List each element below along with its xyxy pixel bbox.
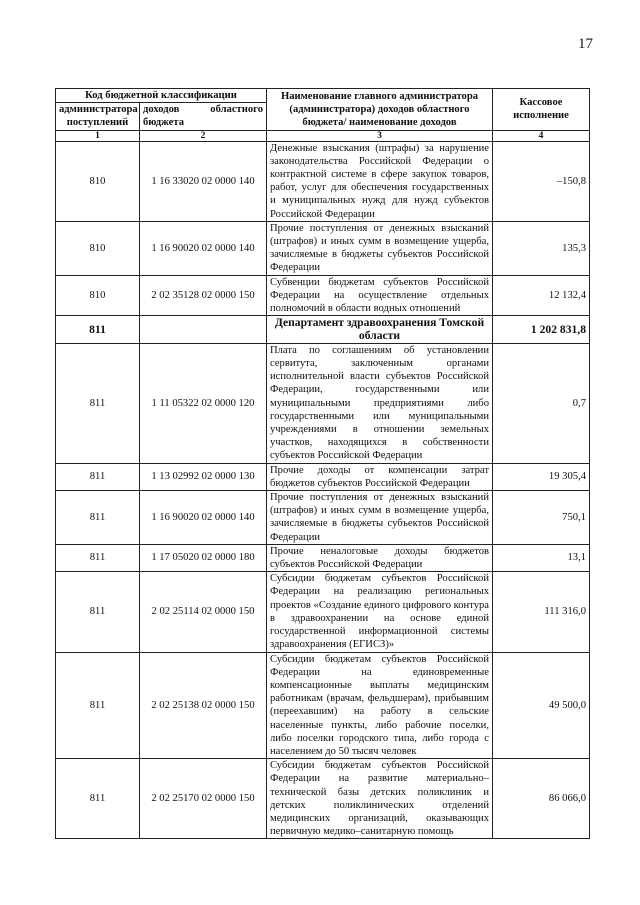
cash-amount: 12 132,4 [493,275,590,316]
column-number: 2 [140,130,267,141]
cash-amount: 86 066,0 [493,759,590,839]
admin-code: 811 [56,463,140,490]
header-income-budget [140,103,267,130]
admin-code: 811 [56,316,140,343]
cash-amount: 0,7 [493,343,590,463]
cash-amount: 19 305,4 [493,463,590,490]
income-name: Денежные взыскания (штрафы) за нарушение законодательства Российской Федерации о контрактной системе в сфере закупок товаров, работ, услуг для обеспечения государственных и муниципальных нужд для нужд субъектов Российской Федерации [267,141,493,221]
cash-amount: 49 500,0 [493,652,590,759]
cash-amount: 1 202 831,8 [493,316,590,343]
header-income-c: бюджета [143,117,185,129]
cash-amount: –150,8 [493,141,590,221]
income-name: Субсидии бюджетам субъектов Российской Федерации на развитие материально–технической базы детских поликлиник и детских поликлинических отделений медицинских организаций, оказывающих первичную медико–санитарную помощь [267,759,493,839]
income-name: Субвенции бюджетам субъектов Российской Федерации на осуществление отдельных полномочий в области водных отношений [267,275,493,316]
table-row [56,491,590,545]
admin-code: 811 [56,544,140,571]
income-name: Прочие доходы от компенсации затрат бюджетов субъектов Российской Федерации [267,463,493,490]
budget-code: 2 02 35128 02 0000 150 [140,275,267,316]
budget-code [140,316,267,343]
cash-amount: 13,1 [493,544,590,571]
admin-code: 810 [56,221,140,275]
budget-code: 2 02 25170 02 0000 150 [140,759,267,839]
admin-code: 811 [56,759,140,839]
table-row [56,463,590,490]
income-name: Прочие поступления от денежных взысканий (штрафов) и иных сумм в возмещение ущерба, зачисляемые в бюджеты субъектов Российской Федерации [267,491,493,545]
header-name: Наименование главного администратора (администратора) доходов областного бюджета/ наименование доходов [267,89,493,131]
admin-code: 810 [56,141,140,221]
income-name: Субсидии бюджетам субъектов Российской Федерации на реализацию региональных проектов «Создание единого цифрового контура в здравоохранении на основе единой государственной информационной системы здравоохранения (ЕГИСЗ)» [267,572,493,652]
admin-code: 811 [56,652,140,759]
table-row [56,544,590,571]
income-name: Плата по соглашениям об установлении сервитута, заключенным органами исполнительной власти субъектов Российской Федерации, государственными или муниципальными предприятиями либо государственными или муниципальными учреждениями в отношении земельных участков, находящихся в собственности субъектов Российской Федерации [267,343,493,463]
budget-code: 1 16 33020 02 0000 140 [140,141,267,221]
department-row [56,316,590,343]
header-cash-execution: Кассовое исполнение [493,89,590,131]
admin-code: 811 [56,343,140,463]
income-name: Прочие неналоговые доходы бюджетов субъектов Российской Федерации [267,544,493,571]
budget-code: 1 17 05020 02 0000 180 [140,544,267,571]
admin-code: 811 [56,491,140,545]
table-row [56,652,590,759]
table-row [56,759,590,839]
column-number: 1 [56,130,140,141]
budget-code: 1 11 05322 02 0000 120 [140,343,267,463]
cash-amount: 111 316,0 [493,572,590,652]
admin-code: 810 [56,275,140,316]
header-admin-receipts: администратора поступлений [56,103,140,130]
page-number: 17 [578,36,593,52]
table-row [56,275,590,316]
cash-amount: 135,3 [493,221,590,275]
budget-code: 1 16 90020 02 0000 140 [140,221,267,275]
budget-table [55,88,590,839]
header-income-b: областного [210,104,263,116]
header-classification-code: Код бюджетной классификации [56,89,267,103]
cash-amount: 750,1 [493,491,590,545]
department-name: Департамент здравоохранения Томской области [267,316,493,343]
column-number: 4 [493,130,590,141]
admin-code: 811 [56,572,140,652]
table-row [56,572,590,652]
budget-code: 2 02 25138 02 0000 150 [140,652,267,759]
table-row [56,221,590,275]
header-income-a: доходов [143,104,180,116]
column-number: 3 [267,130,493,141]
table-row [56,343,590,463]
income-name: Прочие поступления от денежных взысканий (штрафов) и иных сумм в возмещение ущерба, зачисляемые в бюджеты субъектов Российской Федерации [267,221,493,275]
budget-code: 2 02 25114 02 0000 150 [140,572,267,652]
income-name: Субсидии бюджетам субъектов Российской Федерации на единовременные компенсационные выплаты медицинским работникам (врачам, фельдшерам), прибывшим (переехавшим) на работу в сельские населенные пункты, либо рабочие поселки, либо поселки городского типа, либо города с населением до 50 тысяч человек [267,652,493,759]
budget-code: 1 16 90020 02 0000 140 [140,491,267,545]
budget-code: 1 13 02992 02 0000 130 [140,463,267,490]
table-row [56,141,590,221]
